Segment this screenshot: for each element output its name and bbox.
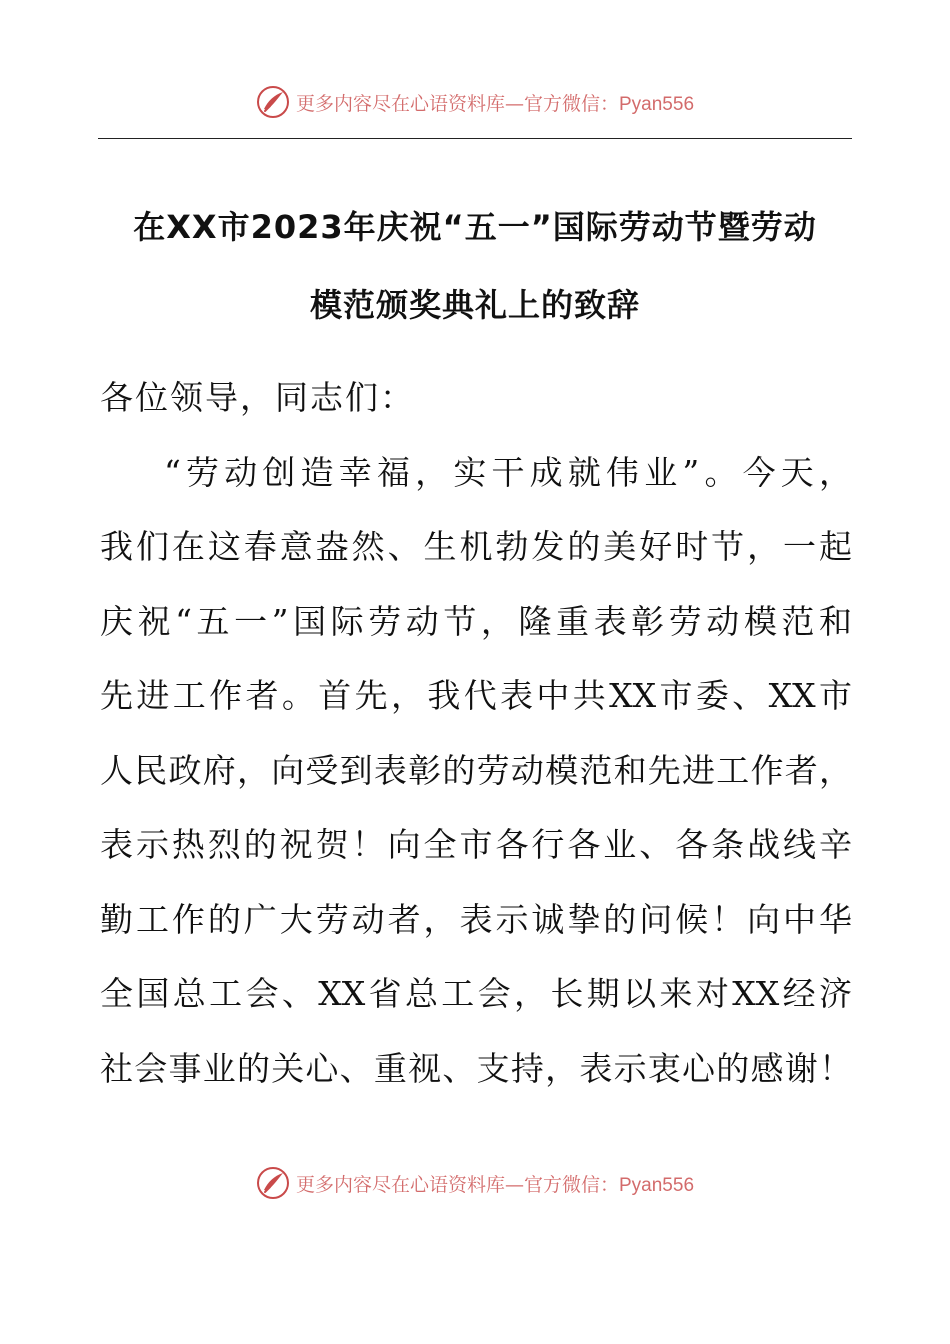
body-line: 全国总工会、XX省总工会，长期以来对XX经济: [100, 974, 852, 1013]
body-line: 社会事业的关心、重视、支持，表示衷心的感谢！: [100, 1049, 852, 1088]
body-line: 勤工作的广大劳动者，表示诚挚的问候！向中华: [100, 900, 852, 939]
quill-pen-logo-icon: [256, 1166, 290, 1200]
wechat-id: Pyan556: [619, 1174, 695, 1196]
body-line: “劳动创造幸福，实干成就伟业”。今天，: [164, 453, 852, 492]
salutation: 各位领导，同志们：: [100, 378, 415, 417]
footer-banner: [0, 1163, 950, 1203]
quill-pen-logo-icon: [256, 85, 290, 119]
header-banner: [0, 82, 950, 122]
banner-text: 更多内容尽在心语资料库—官方微信：Pyan556: [295, 1173, 695, 1196]
body-line: 我们在这春意盎然、生机勃发的美好时节，一起: [100, 527, 852, 566]
banner-text: 更多内容尽在心语资料库—官方微信：Pyan556: [295, 92, 695, 115]
body-line: 先进工作者。首先，我代表中共XX市委、XX市: [100, 676, 852, 715]
document-title-line-1: 在XX市2023年庆祝“五一”国际劳动节暨劳动: [133, 208, 817, 246]
body-line: 人民政府，向受到表彰的劳动模范和先进工作者，: [100, 751, 852, 790]
document-title-line-2: 模范颁奖典礼上的致辞: [309, 286, 640, 324]
body-line: 表示热烈的祝贺！向全市各行各业、各条战线辛: [100, 825, 852, 864]
body-line: 庆祝“五一”国际劳动节，隆重表彰劳动模范和: [100, 602, 852, 641]
header-divider: [98, 138, 852, 139]
wechat-id: Pyan556: [619, 93, 695, 115]
